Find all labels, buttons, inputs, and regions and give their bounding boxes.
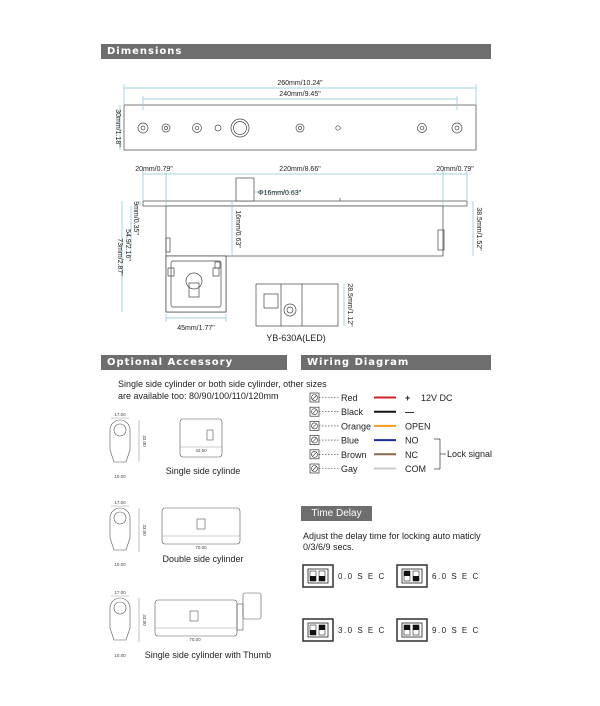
cyl2-label: Double side cylinder (162, 554, 244, 564)
cyl3-w-bottom: 10.00 (114, 653, 126, 658)
wire-name: Black (341, 407, 364, 418)
dip-switch (397, 619, 480, 641)
wire-signal: OPEN (405, 421, 431, 432)
side-center: 220mm/8.66" (279, 166, 321, 173)
time-delay-description-line1: Adjust the delay time for locking auto maticly (303, 531, 481, 541)
wire-signal: 12V DC (421, 393, 453, 403)
lock-signal-label: Lock signal (447, 449, 493, 459)
polarity-symbol: — (405, 407, 414, 418)
wire-name: Orange (341, 421, 372, 432)
dip-knob (404, 571, 410, 576)
dim-73: 73mm/2.87" (116, 238, 123, 276)
wire-name: Red (341, 393, 358, 403)
cyl3-len: 70.00 (189, 637, 201, 642)
dip-knob (310, 576, 316, 581)
side-right: 20mm/0.79" (436, 166, 474, 173)
cyl2-w-top: 17.00 (114, 500, 126, 505)
top-height: 30mm/1.18" (114, 109, 121, 147)
cyl3-label: Single side cylinder with Thumb (144, 650, 272, 660)
dip-knob (413, 576, 419, 581)
dip-knob (413, 625, 419, 630)
cyl1-w-top: 17.00 (114, 412, 126, 417)
cyl2-w-bottom: 10.00 (114, 562, 126, 567)
delay-setting-label: 0.0 S E C (338, 572, 386, 581)
wire-name: Gay (341, 464, 358, 474)
cyl2-h: 33.00 (142, 524, 147, 536)
cyl1-h: 33.00 (142, 435, 147, 447)
top-width-outer: 260mm/10.24" (277, 80, 323, 87)
dip-switch (397, 565, 480, 587)
top-width-inner: 240mm/9.45" (279, 91, 321, 98)
wire-signal: COM (405, 464, 426, 474)
side-left: 20mm/0.79" (135, 166, 173, 173)
dim-54: 54.9/2.16" (124, 229, 131, 261)
dim-9mm: 9mm/0.35" (132, 201, 139, 235)
cyl3-w-top: 17.00 (114, 590, 126, 595)
led-height: 28.5mm/1.12" (346, 283, 353, 327)
accessory-description-line1: Single side cylinder or both side cylinder, other sizes (118, 379, 327, 389)
dip-knob (319, 576, 325, 581)
cyl1-w-bottom: 10.00 (114, 474, 126, 479)
optional-accessory-title: Optional Accessory (107, 357, 234, 368)
wiring-diagram-title: Wiring Diagram (307, 357, 410, 368)
dip-switch (303, 565, 386, 587)
bolt-height: 16mm/0.63" (234, 210, 241, 248)
bolt-diameter: Φ16mm/0.63" (258, 190, 302, 197)
dip-knob (319, 625, 325, 630)
time-delay-title: Time Delay (311, 508, 362, 519)
delay-setting-label: 9.0 S E C (432, 626, 480, 635)
accessory-description-line2: are available too: 80/90/100/110/120mm (118, 391, 279, 401)
cyl3-h: 33.00 (142, 614, 147, 626)
led-model: YB-630A(LED) (266, 333, 326, 343)
body-height: 38.5mm/1.52" (475, 207, 482, 251)
cyl2-len: 70.00 (195, 545, 207, 550)
cyl1-len: 42.50 (195, 448, 207, 453)
dip-knob (404, 625, 410, 630)
delay-setting-label: 6.0 S E C (432, 572, 480, 581)
time-delay-description-line2: 0/3/6/9 secs. (303, 542, 355, 552)
wire-name: Blue (341, 435, 360, 446)
cyl1-label: Single side cylinde (165, 466, 241, 476)
wire-signal: NO (405, 435, 419, 446)
bottom-width: 45mm/1.77" (177, 325, 215, 332)
dip-knob (310, 630, 316, 635)
dimensions-title: Dimensions (107, 46, 183, 57)
delay-setting-label: 3.0 S E C (338, 626, 386, 635)
wire-name: Brown (341, 449, 367, 460)
polarity-symbol: + (405, 393, 411, 403)
dip-switch (303, 619, 386, 641)
wire-signal: NC (405, 449, 418, 460)
